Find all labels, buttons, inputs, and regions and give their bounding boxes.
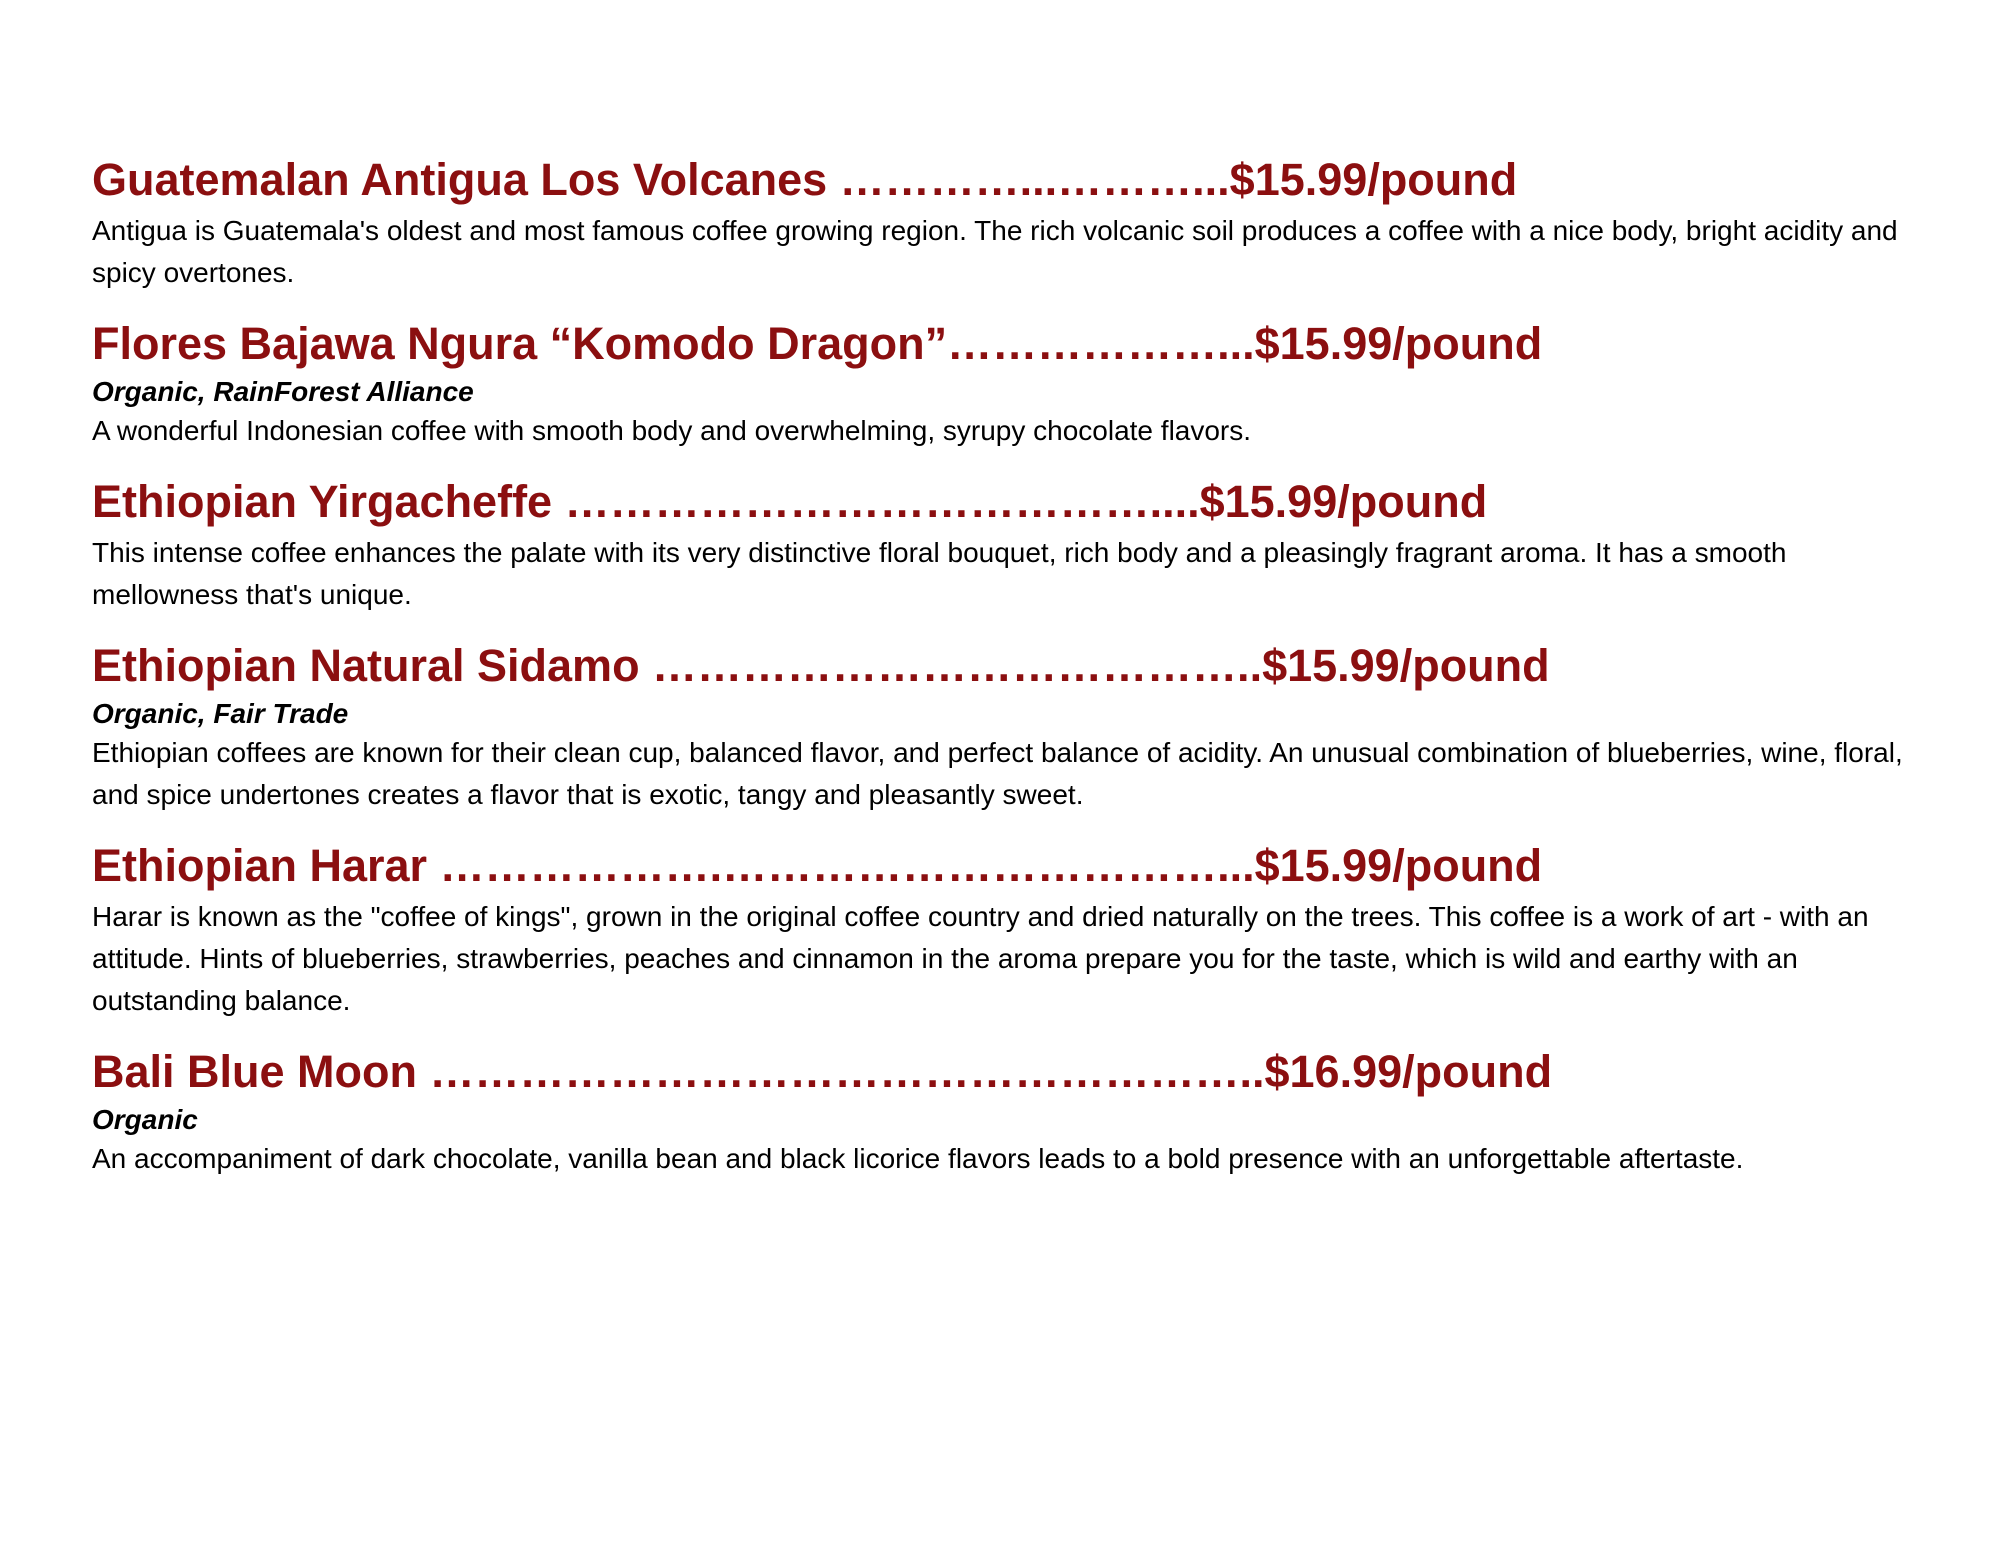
item-certifications: Organic, RainForest Alliance — [92, 376, 474, 407]
item-title: Ethiopian Yirgacheffe …………………………………....$15.99/pound — [92, 476, 1488, 527]
item-title: Ethiopian Harar ……………….……………………………...$15.99/pound — [92, 840, 1543, 891]
item-certifications: Organic — [92, 1104, 198, 1135]
item-certifications: Organic, Fair Trade — [92, 698, 349, 729]
item-description: Ethiopian coffees are known for their clean cup, balanced flavor, and perfect balance of acidity. An unusual combination of blueberries, wine, floral, and spice undertones creates a flavor that is exotic, tangy and pleasantly sweet. — [92, 737, 1903, 810]
menu-item-guatemalan-antigua — [92, 150, 1922, 294]
item-description: Antigua is Guatemala's oldest and most famous coffee growing region. The rich volcanic soil produces a coffee with a nice body, bright acidity and spicy overtones. — [92, 215, 1898, 288]
menu-item-ethiopian-sidamo — [92, 636, 1922, 816]
menu-item-flores-bajawa — [92, 314, 1922, 452]
coffee-menu — [92, 150, 1922, 1200]
item-title: Flores Bajawa Ngura “Komodo Dragon”………………...$15.99/pound — [92, 318, 1543, 369]
item-description: A wonderful Indonesian coffee with smooth body and overwhelming, syrupy chocolate flavors. — [92, 415, 1252, 446]
item-description: Harar is known as the "coffee of kings", grown in the original coffee country and dried naturally on the trees. This coffee is a work of art - with an attitude. Hints of blueberries, strawberries, peaches and cinnamon in the aroma prepare you for the taste, which is wild and earthy with an outstanding balance. — [92, 901, 1869, 1016]
item-title: Bali Blue Moon ………………………………………………..$16.99/pound — [92, 1046, 1553, 1097]
menu-item-ethiopian-harar — [92, 836, 1922, 1022]
item-title: Ethiopian Natural Sidamo …………………………………..$15.99/pound — [92, 640, 1550, 691]
menu-item-ethiopian-yirgacheffe — [92, 472, 1922, 616]
menu-item-bali-blue-moon — [92, 1042, 1922, 1180]
item-title: Guatemalan Antigua Los Volcanes …………...………...$15.99/pound — [92, 154, 1518, 205]
item-description: This intense coffee enhances the palate with its very distinctive floral bouquet, rich body and a pleasingly fragrant aroma. It has a smooth mellowness that's unique. — [92, 537, 1787, 610]
item-description: An accompaniment of dark chocolate, vanilla bean and black licorice flavors leads to a bold presence with an unforgettable aftertaste. — [92, 1143, 1744, 1174]
